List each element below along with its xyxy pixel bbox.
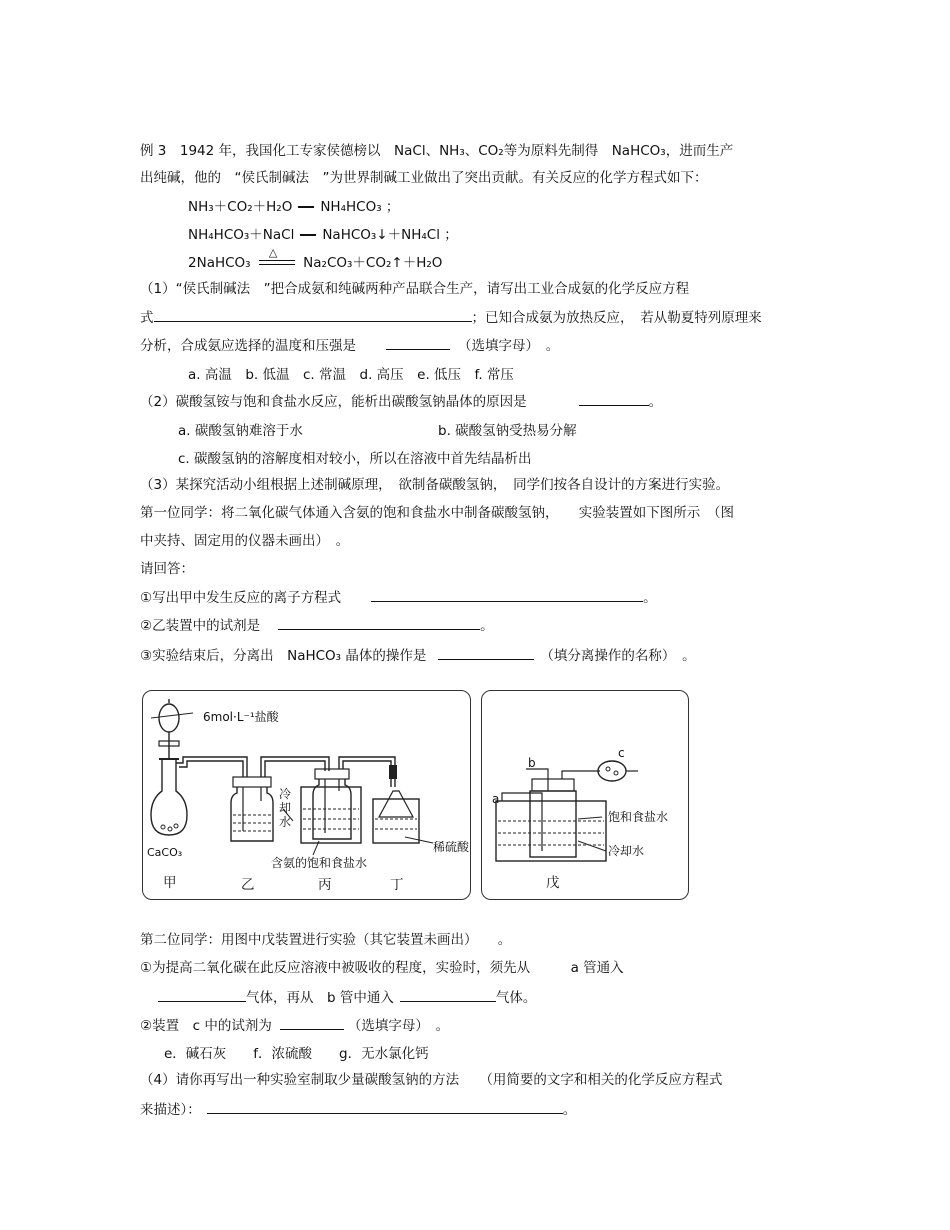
intro-line-1: 例 3 1942 年，我国化工专家侯德榜以 NaCl、NH₃、CO₂等为原料先制得 NaHCO₃，进而生产 [140, 143, 734, 159]
equation-2-right: NaHCO₃↓＋NH₄Cl ； [322, 227, 458, 243]
q2-option-c: c. 碳酸氢钠的溶解度相对较小，所以在溶液中首先结晶析出 [178, 451, 532, 467]
q4-line2-end: 。 [562, 1102, 577, 1118]
equals-line-top [259, 260, 295, 261]
q3-sub2-text: ②乙装置中的试剂是 [140, 618, 261, 634]
second-line-2: ①为提高二氧化碳在此反应溶液中被吸收的程度，实验时，须先从 a 管通入 [140, 960, 624, 976]
equation-2-left: NH₄HCO₃＋NaCl [188, 227, 295, 243]
answer-blank-reagent-c[interactable] [280, 1015, 344, 1030]
answer-blank-q3-reagent[interactable] [278, 615, 480, 630]
second-options: e．碱石灰 f．浓硫酸 g．无水氯化钙 [164, 1046, 429, 1062]
apparatus-ding-label: 丁 [390, 877, 404, 893]
q2-stem [140, 391, 662, 412]
q3-sub3-text: ③实验结束后，分离出 NaHCO₃ 晶体的操作是 [140, 648, 427, 664]
q3-line-2: 第一位同学：将二氧化碳气体通入含氨的饱和食盐水中制备碳酸氢钠， 实验装置如下图所示 （图 [140, 505, 734, 521]
heat-symbol: △ [268, 246, 278, 259]
tube-a-label: a [492, 792, 500, 806]
answer-blank-q2[interactable] [579, 391, 649, 406]
caco3-label: CaCO₃ [147, 846, 183, 859]
q1-line-2 [140, 307, 762, 328]
equation-1 [188, 197, 399, 217]
q3-line-3: 中夹持、固定用的仪器未画出） 。 [140, 533, 350, 549]
q2-stem-text: （2）碳酸氢铵与饱和食盐水反应，能析出碳酸氢钠晶体的原因是 [140, 394, 527, 410]
q3-line-1: （3）某探究活动小组根据上述制碱原理， 欲制备碳酸氢钠， 同学们按各自设计的方案进行实验。 [140, 477, 730, 493]
q3-sub-2 [140, 615, 494, 636]
q1-line3-suffix: （选填字母） 。 [458, 338, 560, 354]
q1-line3-prefix: 分析，合成氨应选择的温度和压强是 [140, 338, 356, 354]
apparatus-bing-label: 丙 [318, 877, 332, 893]
answer-blank-q3-separation[interactable] [438, 645, 534, 660]
answer-blank-q1-equation[interactable] [154, 307, 472, 322]
answer-blank-gas-a[interactable] [158, 987, 246, 1002]
second-line-1: 第二位同学：用图中戊装置进行实验（其它装置未画出） 。 [140, 932, 512, 948]
q1-prefix: 式 [140, 310, 154, 326]
q4-line2-prefix: 来描述）： [140, 1102, 201, 1118]
apparatus-panel-main [142, 690, 471, 900]
q1-suffix: ；已知合成氨为放热反应， 若从勒夏特列原理来 [471, 310, 762, 326]
q4-line-2 [140, 1099, 576, 1120]
intro-line-2: 出纯碱，他的 “侯氏制碱法 ”为世界制碱工业做出了突出贡献。有关反应的化学方程式如下： [140, 170, 708, 186]
apparatus-yi-label: 乙 [241, 877, 255, 893]
second-line3-mid: 气体，再从 b 管中通入 [246, 990, 394, 1006]
second-line3-end: 气体。 [495, 990, 537, 1006]
q3-sub3-suffix: （填分离操作的名称） 。 [540, 648, 696, 664]
q3-sub1-text: ①写出甲中发生反应的离子方程式 [140, 590, 342, 606]
equation-3-left: 2NaHCO₃ [188, 255, 251, 271]
q4-line-1: （4）请你再写出一种实验室制取少量碳酸氢钠的方法 （用简要的文字和相关的化学反应方程式 [140, 1072, 723, 1088]
saturated-brine-label: 饱和食盐水 [608, 810, 669, 824]
cooling-water-label-wu: 冷却水 [608, 844, 645, 858]
tube-c-label: c [618, 746, 625, 760]
answer-blank-q3-ion-equation[interactable] [371, 587, 643, 602]
second-line-3 [158, 987, 536, 1008]
tube-b-label: b [528, 756, 536, 770]
acid-label: 6mol·L⁻¹盐酸 [203, 710, 279, 724]
apparatus-panel-wu [481, 690, 689, 900]
equation-3-right: Na₂CO₃＋CO₂↑＋H₂O [303, 255, 443, 271]
q2-option-b: b. 碳酸氢钠受热易分解 [438, 423, 577, 439]
q3-sub-1 [140, 587, 657, 608]
equation-3 [188, 246, 443, 273]
cooling-water-label: 冷却水 [279, 787, 292, 829]
q3-sub1-end: 。 [643, 590, 657, 606]
q3-please-answer: 请回答： [140, 561, 194, 577]
second-line4-prefix: ②装置 c 中的试剂为 [140, 1018, 272, 1034]
q3-sub2-end: 。 [480, 618, 494, 634]
apparatus-wu-label: 戊 [546, 875, 560, 891]
equals-sign [298, 206, 314, 208]
heat-condition [259, 246, 295, 271]
q3-sub-3 [140, 645, 696, 666]
equals-line-bottom [259, 264, 295, 265]
q2-option-a: a. 碳酸氢钠难溶于水 [178, 423, 303, 439]
equation-1-right: NH₄HCO₃ ； [320, 199, 400, 215]
answer-blank-q1-choice[interactable] [386, 335, 450, 350]
dilute-acid-label: 稀硫酸 [433, 840, 470, 854]
equals-sign [300, 234, 316, 236]
q1-options: a. 高温 b. 低温 c. 常温 d. 高压 e. 低压 f. 常压 [188, 367, 514, 383]
equation-2 [188, 225, 458, 245]
q1-line-3 [140, 335, 559, 356]
ammonia-brine-label: 含氨的饱和食盐水 [271, 856, 368, 870]
q2-stem-end: 。 [648, 394, 663, 410]
apparatus-jia-label: 甲 [163, 875, 177, 891]
second-line-4 [140, 1015, 449, 1036]
q1-line-1: （1）“侯氏制碱法 ”把合成氨和纯碱两种产品联合生产，请写出工业合成氨的化学反应方程 [140, 281, 690, 297]
answer-blank-gas-b[interactable] [400, 987, 496, 1002]
answer-blank-q4[interactable] [207, 1099, 563, 1114]
apparatus-wu-diagram [482, 691, 688, 899]
equation-1-left: NH₃＋CO₂＋H₂O [188, 199, 293, 215]
second-line4-suffix: （选填字母） 。 [347, 1018, 450, 1034]
